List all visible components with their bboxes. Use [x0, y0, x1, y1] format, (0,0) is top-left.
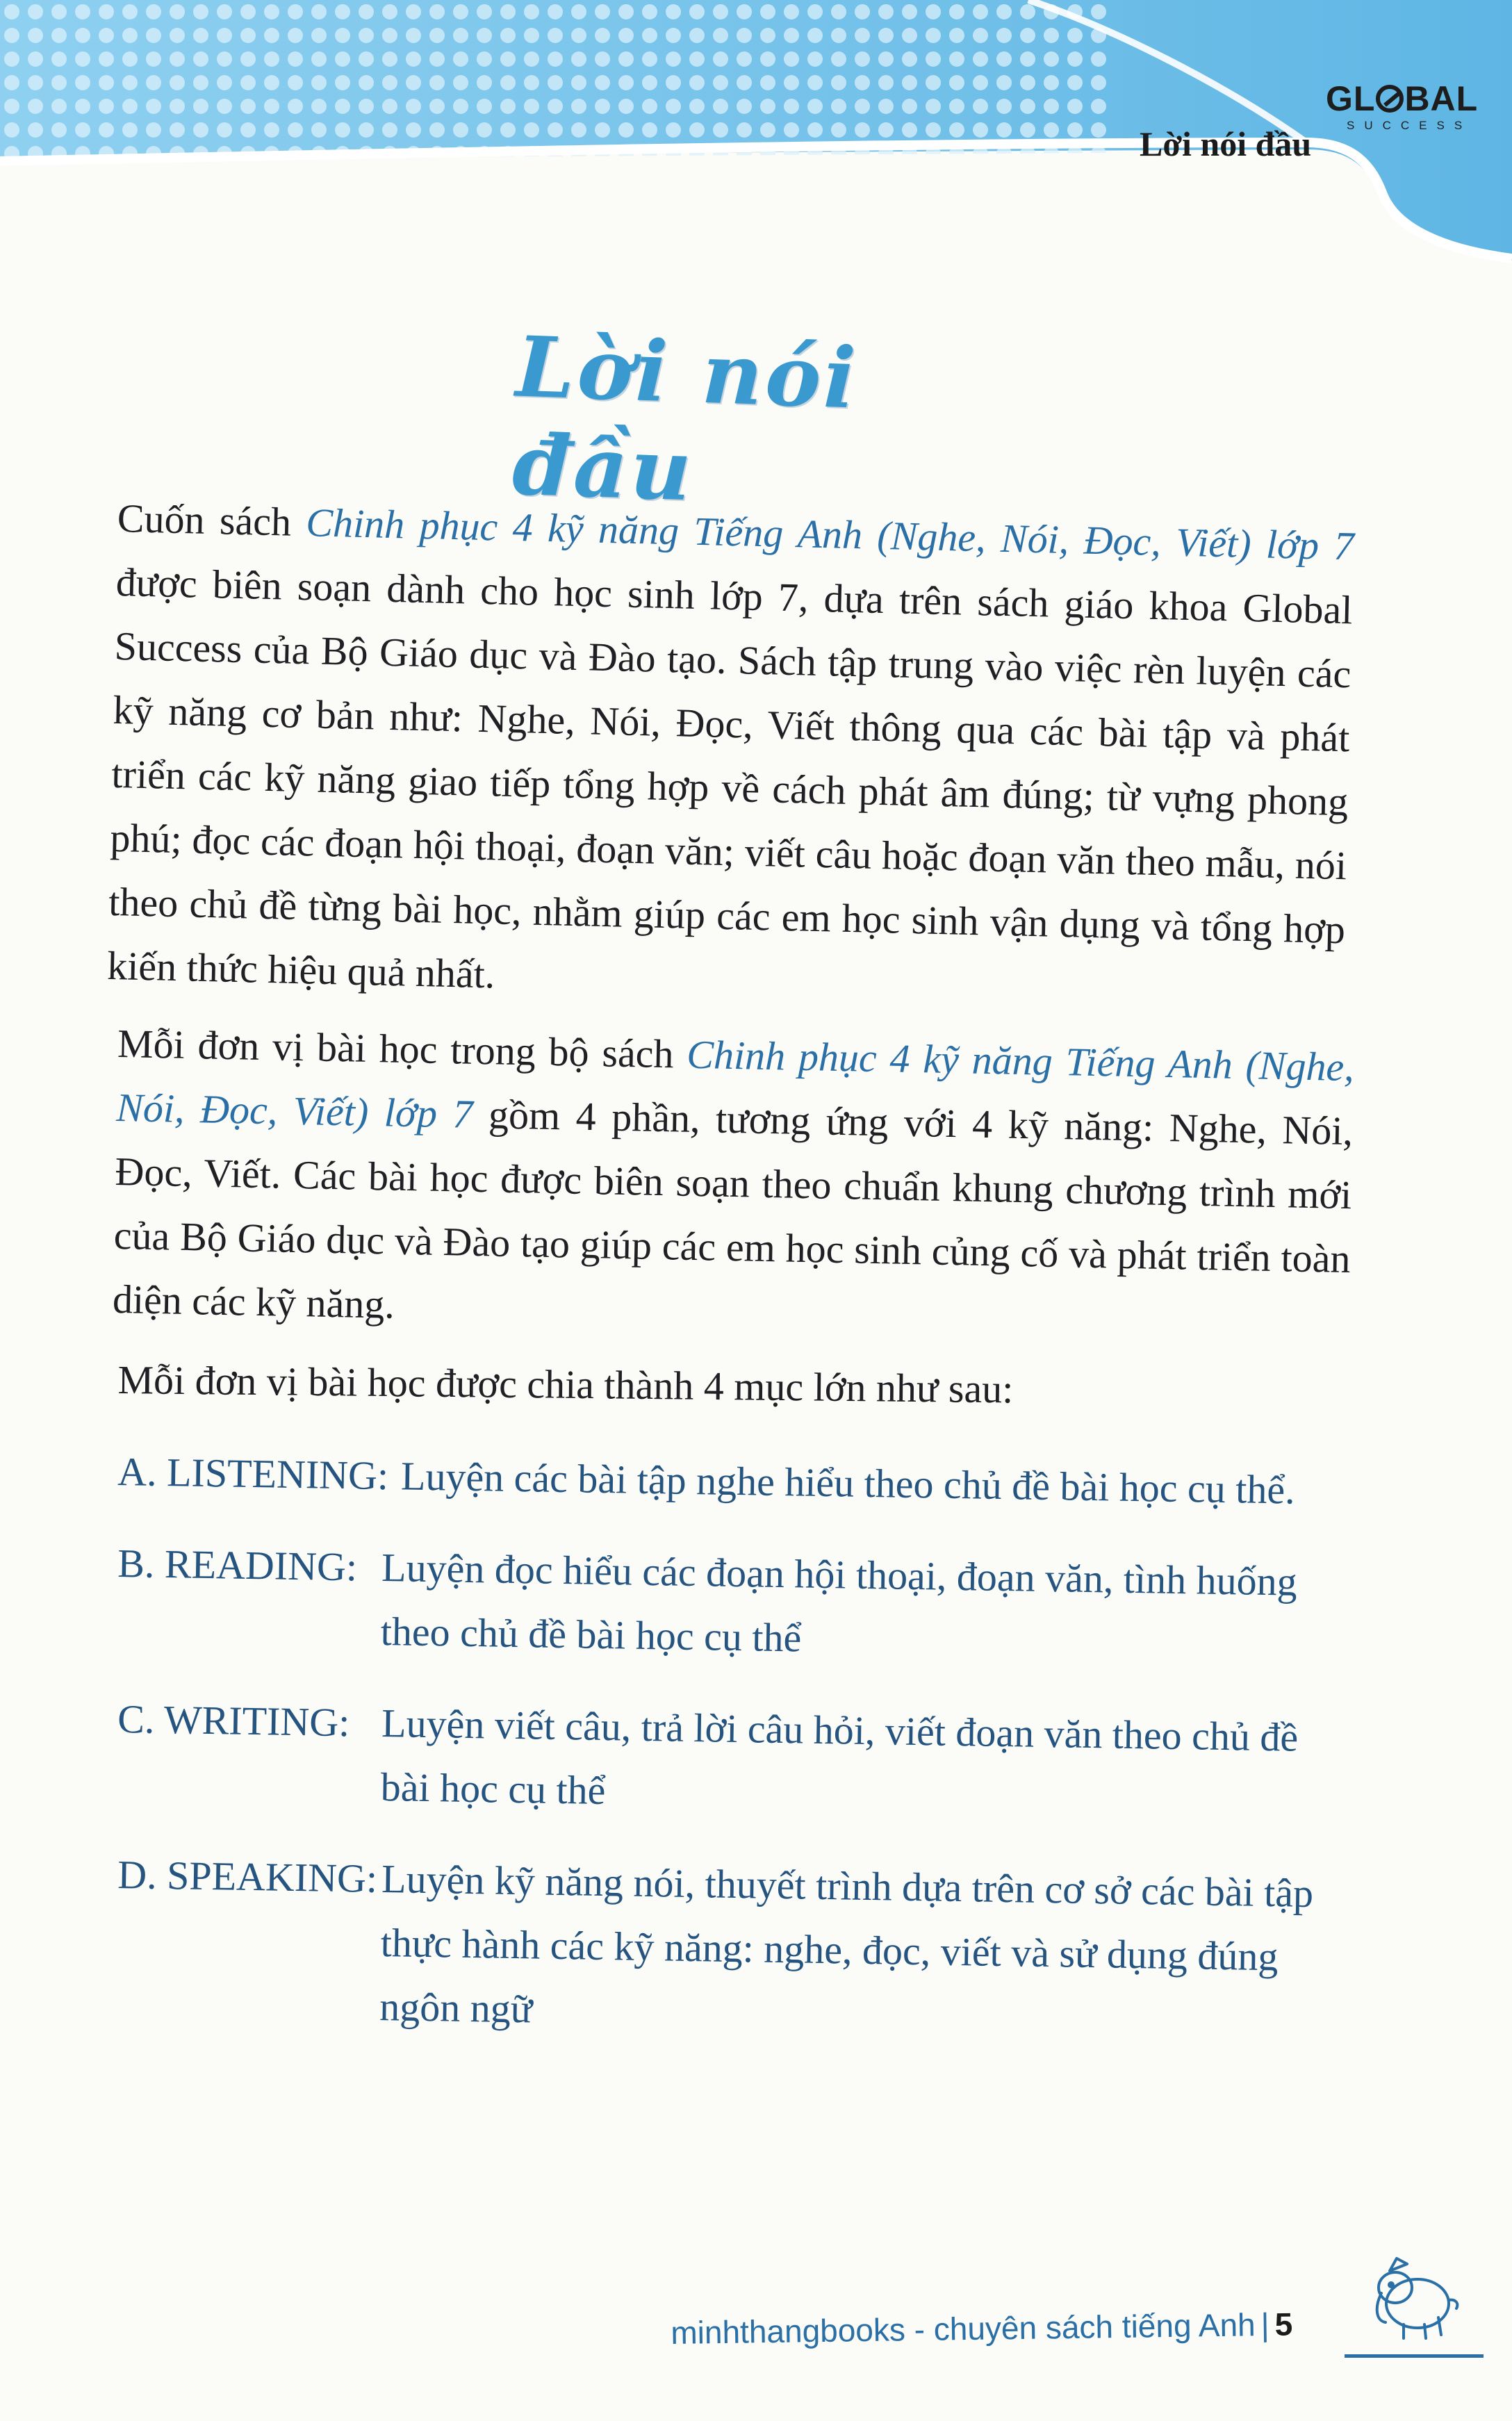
book-title-italic: Chinh phục 4 kỹ năng Tiếng Anh (Nghe, Nói, Đọc, Viết) lớp 7	[305, 500, 1355, 569]
main-content	[106, 486, 1355, 2062]
page-number: 5	[1274, 2306, 1293, 2342]
section-list	[118, 1440, 1355, 2035]
global-success-logo	[1326, 78, 1479, 140]
p1-start: Cuốn sách	[117, 495, 307, 545]
p2-start: Mỗi đơn vị bài học trong bộ sách	[117, 1020, 688, 1077]
list-item-listening	[117, 1440, 1355, 1523]
item-label: B. READING:	[117, 1540, 358, 1590]
running-header-title: Lời nói đầu	[1140, 124, 1312, 163]
item-text: Luyện viết câu, trả lời câu hỏi, viết đoạn văn theo chủ đề bài học cụ thể	[380, 1700, 1299, 1814]
item-label: D. SPEAKING:	[117, 1851, 378, 1901]
p1-rest: được biên soạn dành cho học sinh lớp 7, dựa trên sách giáo khoa Global Success của Bộ Giáo dục và Đào tạo. Sách tập trung vào việc rèn luyện các kỹ năng cơ bản như: Nghe, Nói, Đọc, Viết thông qua các bài tập và phát triển các kỹ năng giao tiếp tổng hợp về cách phát âm đúng; từ vựng phong phú; đọc các đoạn hội thoại, đoạn văn; viết câu hoặc đoạn văn theo mẫu, nói theo chủ đề từng bài học, nhằm giúp các em học sinh vận dụng và tổng hợp kiến thức hiệu quả nhất.	[106, 559, 1354, 997]
globe-icon	[1376, 85, 1404, 113]
logo-text-pre: GL	[1326, 79, 1376, 118]
logo-text-post: BAL	[1404, 79, 1479, 118]
footer-separator: |	[1260, 2306, 1269, 2343]
item-label: A. LISTENING:	[117, 1448, 389, 1499]
elephant-mascot-icon	[1355, 2244, 1466, 2349]
sections-intro: Mỗi đơn vị bài học được chia thành 4 mục lớn như sau:	[117, 1356, 1014, 1412]
logo-subtitle: SUCCESS	[1347, 119, 1472, 132]
intro-paragraph	[106, 486, 1354, 1026]
item-text: Luyện các bài tập nghe hiểu theo chủ đề bài học cụ thể.	[400, 1453, 1296, 1513]
book-title-italic: Chinh phục 4 kỹ năng Tiếng Anh (Nghe, Nói, Đọc, Viết) lớp 7	[115, 1031, 1355, 1137]
list-item-speaking	[115, 1843, 1355, 2054]
page-footer	[671, 2304, 1366, 2352]
page-title: Lời nói đầu	[511, 318, 860, 520]
footer-publisher: minhthangbooks - chuyên sách tiếng Anh	[671, 2306, 1256, 2351]
item-text: Luyện đọc hiểu các đoạn hội thoại, đoạn văn, tình huống theo chủ đề bài học cụ thể	[380, 1544, 1298, 1661]
item-text: Luyện kỹ năng nói, thuyết trình dựa trên cơ sở các bài tập thực hành các kỹ năng: nghe, đọc, viết và sử dụng đúng ngôn ngữ	[379, 1855, 1314, 2032]
item-label: C. WRITING:	[117, 1696, 350, 1746]
list-item-reading	[116, 1532, 1355, 1679]
p2-rest: gồm 4 phần, tương ứng với 4 kỹ năng: Nghe, Nói, Đọc, Viết. Các bài học được biên soạn theo chuẩn khung chương trình mới của Bộ Giáo dục và Đào tạo giúp các em học sinh củng cố và phát triển toàn diện các kỹ năng.	[112, 1091, 1354, 1327]
list-item-writing	[116, 1687, 1355, 1835]
structure-paragraph	[112, 1012, 1355, 1355]
footer-rule	[1345, 2354, 1484, 2358]
